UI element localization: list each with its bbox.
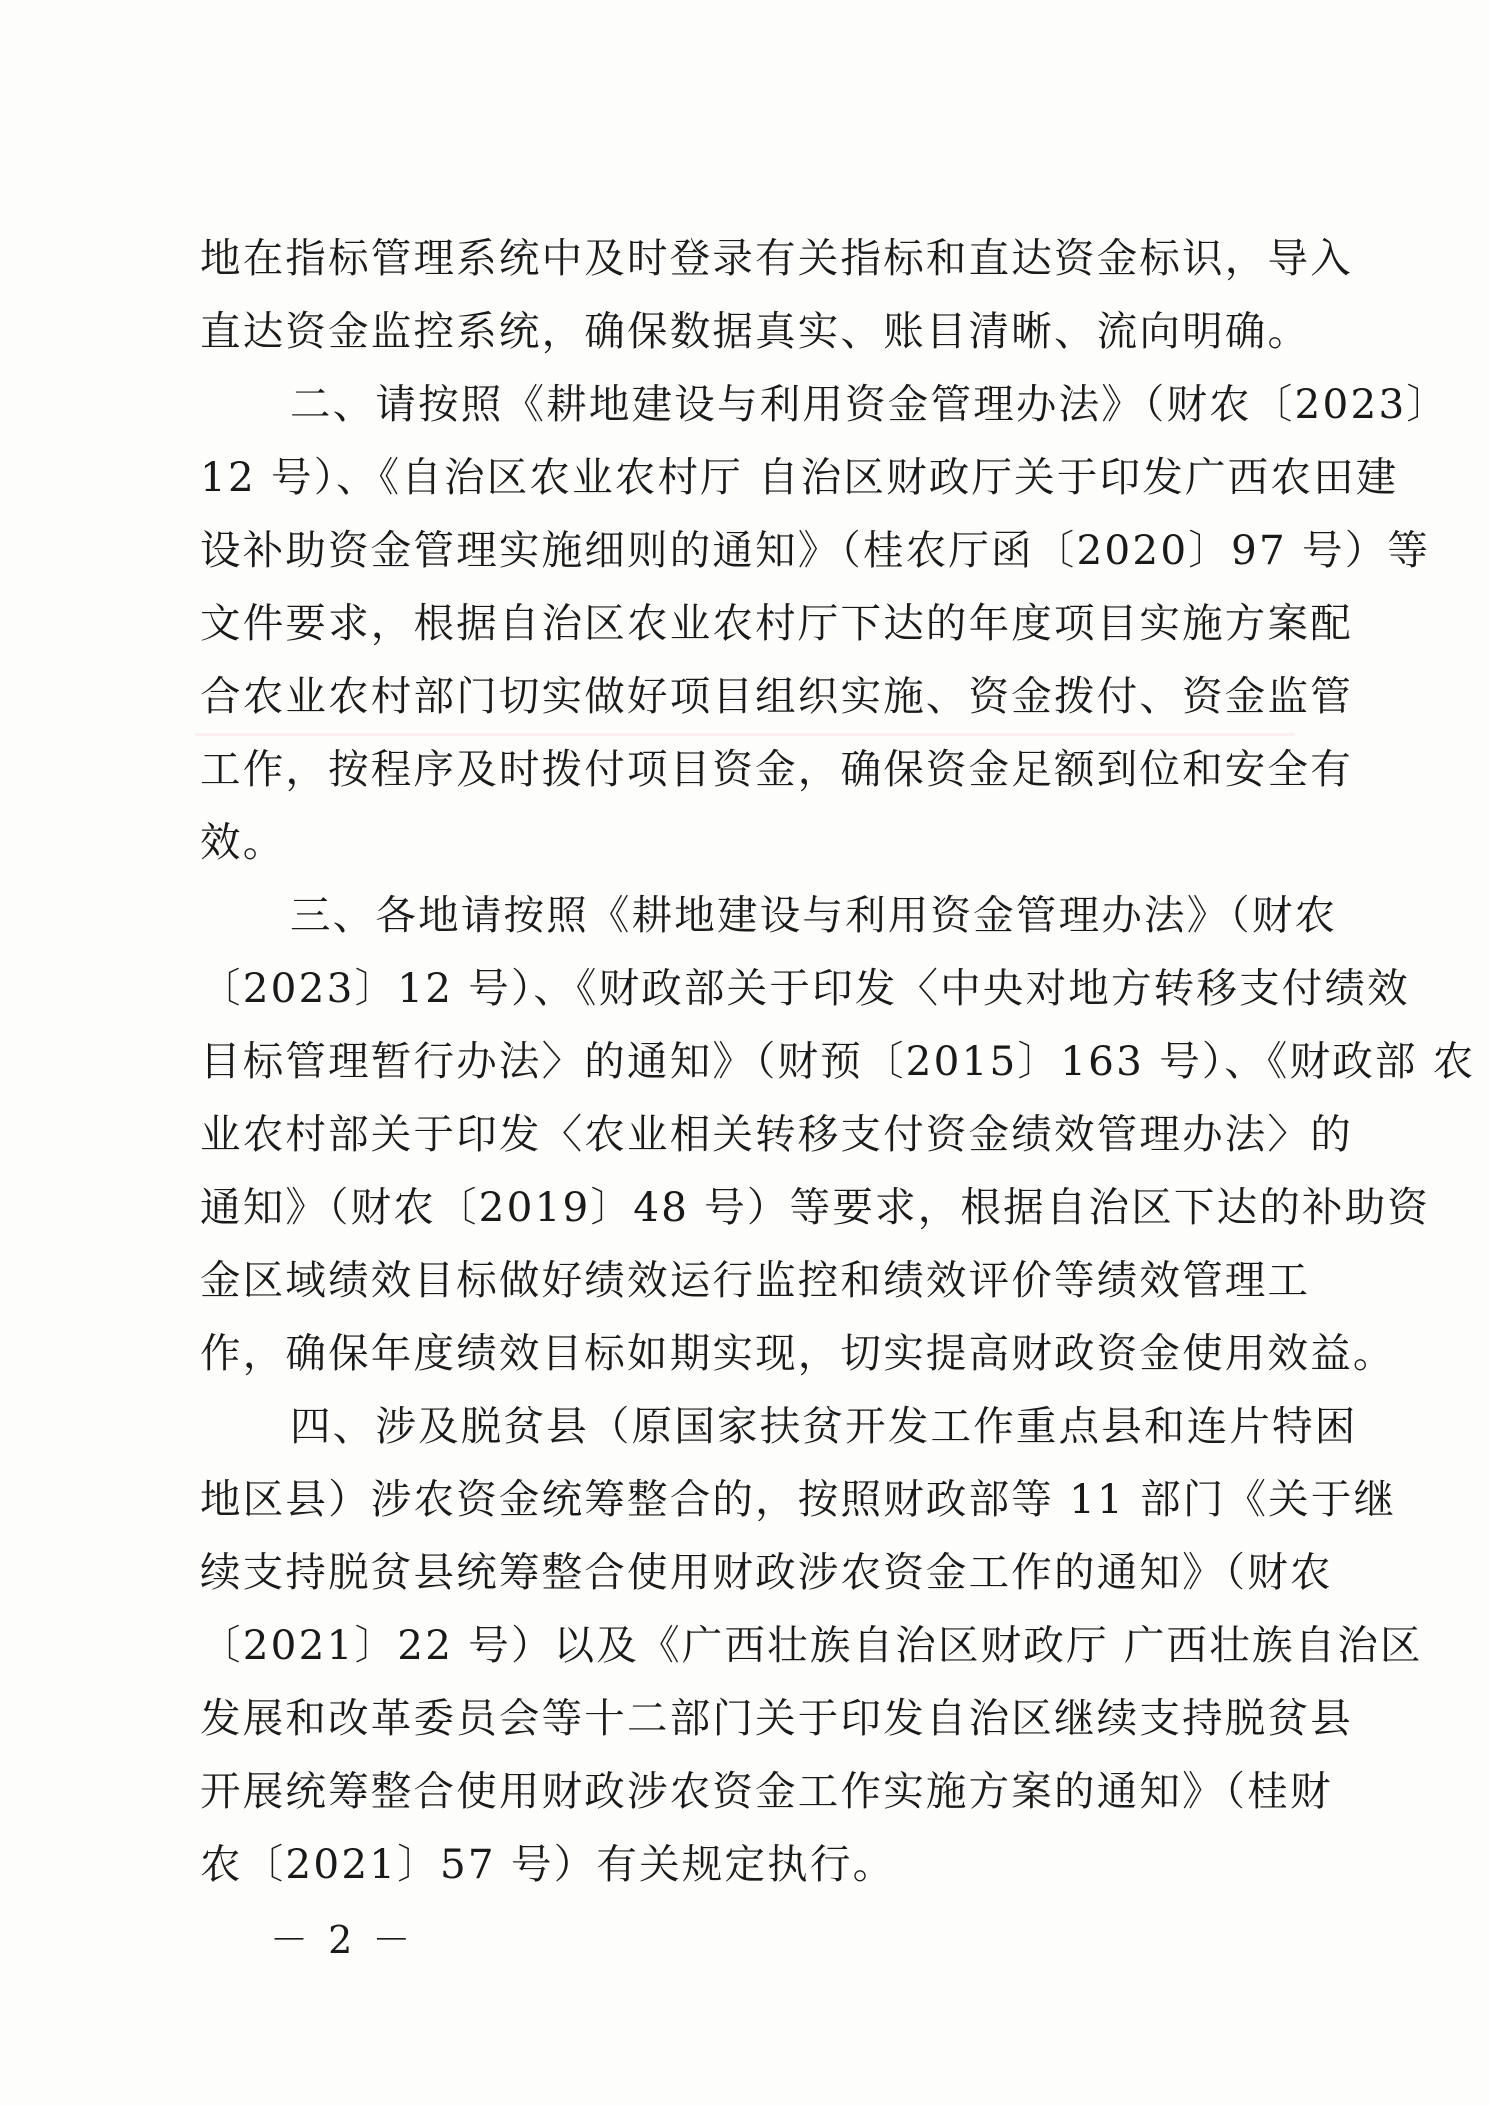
bleed-through-rule [195, 733, 1295, 736]
body-line: 〔2021〕22 号）以及《广西壮族自治区财政厅 广西壮族自治区 [200, 1621, 1423, 1669]
body-line: 文件要求，根据自治区农业农村厅下达的年度项目实施方案配 [200, 599, 1353, 647]
body-line: 目标管理暂行办法〉的通知》（财预〔2015〕163 号）、《财政部 农 [200, 1037, 1476, 1085]
body-line: 地区县）涉农资金统筹整合的，按照财政部等 11 部门《关于继 [200, 1475, 1397, 1523]
body-line: 业农村部关于印发〈农业相关转移支付资金绩效管理办法〉的 [200, 1110, 1353, 1158]
body-line: 地在指标管理系统中及时登录有关指标和直达资金标识，导入 [200, 234, 1353, 282]
body-line: 效。 [200, 818, 286, 866]
body-line: 发展和改革委员会等十二部门关于印发自治区继续支持脱贫县 [200, 1694, 1353, 1742]
body-line: 金区域绩效目标做好绩效运行监控和绩效评价等绩效管理工 [200, 1256, 1311, 1304]
body-line: 设补助资金管理实施细则的通知》（桂农厅函〔2020〕97 号）等 [200, 526, 1431, 574]
body-line: 工作，按程序及时拨付项目资金，确保资金足额到位和安全有 [200, 745, 1353, 793]
body-line: 〔2023〕12 号）、《财政部关于印发〈中央对地方转移支付绩效 [200, 964, 1410, 1012]
body-line: 直达资金监控系统，确保数据真实、账目清晰、流向明确。 [200, 307, 1311, 355]
page-number: － 2 － [270, 1918, 415, 1962]
body-line: 农〔2021〕57 号）有关规定执行。 [200, 1840, 896, 1888]
body-line: 开展统筹整合使用财政涉农资金工作实施方案的通知》（桂财 [200, 1767, 1333, 1815]
body-line: 12 号）、《自治区农业农村厅 自治区财政厅关于印发广西农田建 [200, 453, 1399, 501]
paragraph-4-line: 四、涉及脱贫县（原国家扶贫开发工作重点县和连片特困 [290, 1402, 1358, 1450]
paragraph-2-line: 二、请按照《耕地建设与利用资金管理办法》（财农〔2023〕 [290, 380, 1450, 428]
body-line: 作，确保年度绩效目标如期实现，切实提高财政资金使用效益。 [200, 1329, 1396, 1377]
body-line: 通知》（财农〔2019〕48 号）等要求，根据自治区下达的补助资 [200, 1183, 1431, 1231]
body-line: 合农业农村部门切实做好项目组织实施、资金拨付、资金监管 [200, 672, 1353, 720]
paragraph-3-line: 三、各地请按照《耕地建设与利用资金管理办法》（财农 [290, 891, 1338, 939]
body-line: 续支持脱贫县统筹整合使用财政涉农资金工作的通知》（财农 [200, 1548, 1333, 1596]
